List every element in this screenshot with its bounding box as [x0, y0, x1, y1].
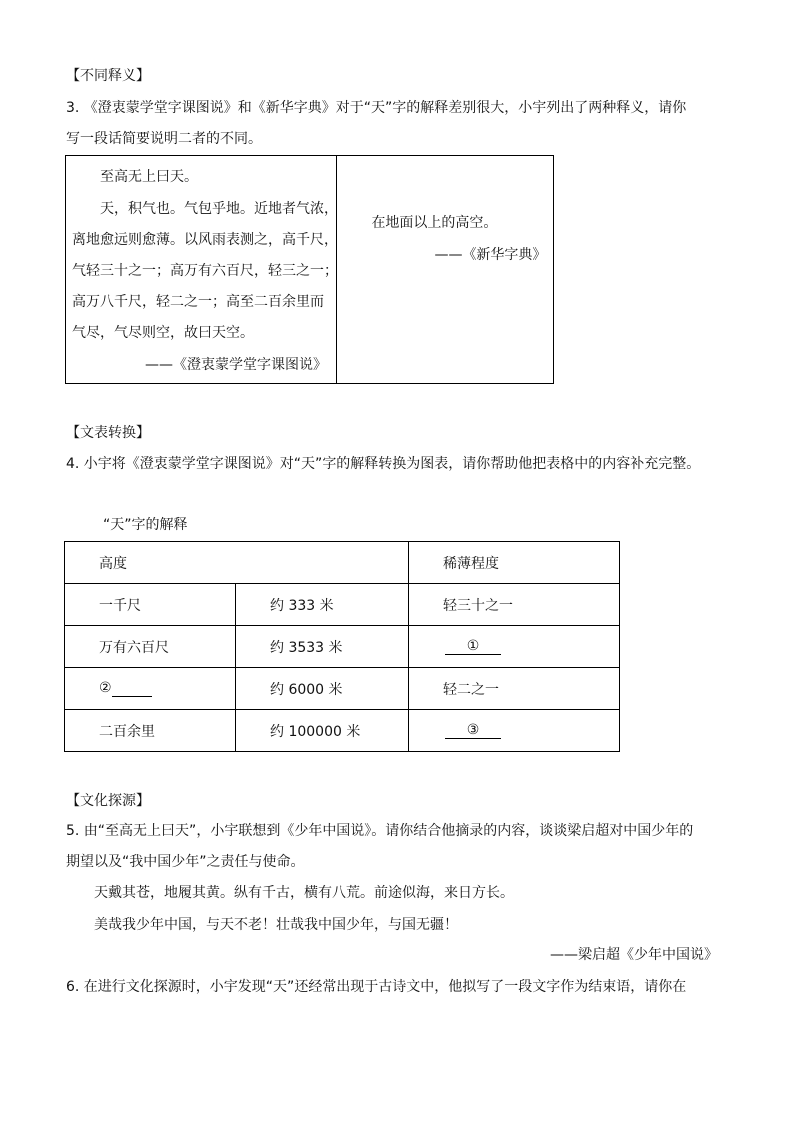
answer-blank-2[interactable]: [112, 680, 152, 697]
section-heading-culture-origin: 【文化探源】: [66, 793, 150, 809]
right-definition-text: 在地面以上的高空。: [371, 215, 498, 231]
cell-height-chinese: [65, 668, 236, 710]
table-title: “天”字的解释: [103, 517, 188, 533]
cell-height-chinese: 一千尺: [65, 584, 236, 626]
cell-height-meters: 约 6000 米: [236, 668, 409, 710]
left-definition-line: 气轻三十之一；高万有六百尺，轻三之一；: [72, 263, 338, 279]
explanation-table: [64, 541, 620, 752]
quote-line-1: 天戴其苍，地履其黄。纵有千古，横有八荒。前途似海，来日方长。: [94, 885, 514, 901]
cell-thinness: 轻三十之一: [409, 584, 620, 626]
left-definition-line: 高万八千尺，轻二之一；高至二百余里而: [72, 294, 324, 310]
cell-height-meters: 约 333 米: [236, 584, 409, 626]
answer-blank-1[interactable]: ①: [445, 638, 501, 655]
question-3-line-2: 写一段话简要说明二者的不同。: [66, 131, 262, 147]
left-definition-source: ——《澄衷蒙学堂字课图说》: [145, 357, 327, 373]
cell-height-chinese: 二百余里: [65, 710, 236, 752]
table-row: [65, 584, 620, 626]
question-5-line-1: 5. 由“至高无上曰天”，小宇联想到《少年中国说》。请你结合他摘录的内容，谈谈梁启超对中国少年的: [66, 823, 694, 839]
section-heading-different-meanings: 【不同释义】: [66, 68, 150, 84]
cell-thinness: [409, 710, 620, 752]
right-definition-source: ——《新华字典》: [434, 247, 547, 263]
quote-line-2: 美哉我少年中国，与天不老！壮哉我中国少年，与国无疆！: [94, 917, 458, 933]
definitions-table: [65, 155, 554, 384]
cell-thinness: 轻二之一: [409, 668, 620, 710]
left-definition-line: 离地愈远则愈薄。以风雨表测之，高千尺，: [72, 232, 338, 248]
answer-blank-2-label: ②: [99, 680, 112, 696]
question-3-line-1: 3. 《澄衷蒙学堂字课图说》和《新华字典》对于“天”字的解释差别很大，小宇列出了两种释义，请你: [66, 100, 687, 116]
table-row: [65, 668, 620, 710]
cell-height-meters: 约 3533 米: [236, 626, 409, 668]
cell-height-chinese: 万有六百尺: [65, 626, 236, 668]
left-definition-line: 至高无上曰天。: [100, 169, 198, 185]
header-thinness: 稀薄程度: [409, 542, 620, 584]
question-6-line-1: 6. 在进行文化探源时，小宇发现“天”还经常出现于古诗文中，他拟写了一段文字作为结束语，请你在: [66, 979, 687, 995]
left-definition-line: 天，积气也。气包乎地。近地者气浓，: [100, 201, 338, 217]
left-definition-cell: [66, 156, 337, 384]
table-row: [65, 710, 620, 752]
question-5-line-2: 期望以及“我中国少年”之责任与使命。: [66, 854, 305, 870]
right-definition-cell: [337, 156, 554, 384]
table-row: [65, 626, 620, 668]
header-height: 高度: [65, 542, 409, 584]
cell-height-meters: 约 100000 米: [236, 710, 409, 752]
left-definition-line: 气尽，气尽则空，故曰天空。: [72, 325, 254, 341]
section-heading-text-to-table: 【文表转换】: [66, 425, 150, 441]
answer-blank-3[interactable]: ③: [445, 722, 501, 739]
quote-source: ——梁启超《少年中国说》: [550, 947, 718, 963]
question-4: 4. 小宇将《澄衷蒙学堂字课图说》对“天”字的解释转换为图表，请你帮助他把表格中的内容补充完整。: [66, 456, 701, 472]
cell-thinness: [409, 626, 620, 668]
